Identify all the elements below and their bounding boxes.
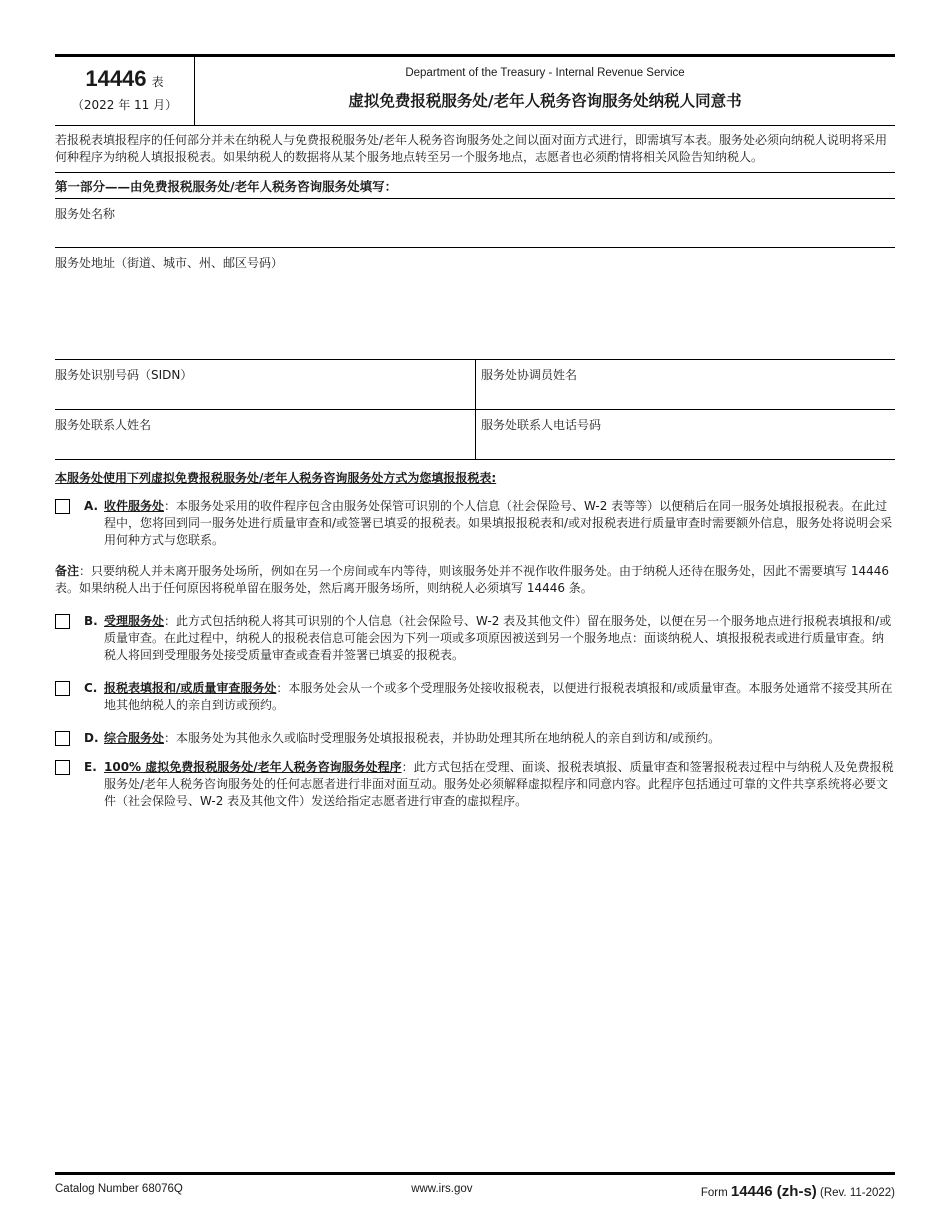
contact-phone-field[interactable] [475, 410, 895, 459]
option-d-label: 综合服务处 [104, 731, 165, 745]
option-b-checkbox[interactable] [55, 614, 70, 629]
catalog-number: Catalog Number 68076Q [55, 1183, 183, 1195]
coordinator-field[interactable] [475, 360, 895, 409]
option-a-checkbox[interactable] [55, 499, 70, 514]
option-a-label: 收件服务处 [104, 499, 165, 513]
department-name: Department of the Treasury - Internal Revenue Service [405, 67, 685, 79]
option-d-text: ：本服务处为其他永久或临时受理服务处填报报税表，并协助处理其所在地纳税人的亲自到访和/或预约。 [164, 731, 721, 745]
option-e-letter: E. [84, 760, 97, 774]
contact-phone-label: 服务处联系人电话号码 [481, 418, 602, 432]
form-id-box [55, 57, 195, 125]
note-label: 备注 [55, 564, 80, 578]
form-title: 虚拟免费报税服务处/老年人税务咨询服务处纳税人同意书 [348, 92, 742, 110]
option-b-label: 受理服务处 [104, 614, 165, 628]
form-date: （2022 年 11 月） [71, 98, 178, 112]
methods-title: 本服务处使用下列虚拟免费报税服务处/老年人税务咨询服务处方式为您填报报税表: [55, 471, 497, 485]
sidn-field[interactable] [55, 360, 475, 409]
option-c [55, 680, 895, 714]
site-address-label: 服务处地址（街道、城市、州、邮区号码） [55, 256, 284, 270]
option-d-letter: D. [84, 731, 99, 745]
form-page [55, 54, 895, 810]
option-b-letter: B. [84, 614, 98, 628]
contact-name-field[interactable] [55, 410, 475, 459]
contact-row [55, 410, 895, 460]
irs-website: www.irs.gov [411, 1183, 473, 1195]
option-c-description [104, 680, 895, 714]
option-e [55, 759, 895, 810]
option-e-label: 100% 虚拟免费报税服务处/老年人税务咨询服务处程序 [104, 760, 402, 774]
site-name-field[interactable] [55, 199, 895, 248]
option-a-letter: A. [84, 499, 99, 513]
note-text: ：只要纳税人并未离开服务处场所，例如在另一个房间或车内等待，则该服务处并不视作收件服务处。由于纳税人还待在服务处，因此不需要填写 14446 表。如果纳税人出于任何原因将税单留在服务处，然后离开服务场所，则纳税人必须填写 14446 条。 [55, 564, 890, 595]
intro-text: 若报税表填报程序的任何部分并未在纳税人与免费报税服务处/老年人税务咨询服务处之间以面对面方式进行，即需填写本表。服务处必须向纳税人说明将采用何种程序为纳税人填报报税表。如果纳税人的数据将从某个服务地点转至另一个服务地点，志愿者也必须酌情将相关风险告知纳税人。 [55, 126, 895, 173]
note [55, 563, 895, 597]
option-d [55, 730, 895, 747]
option-a [55, 498, 895, 549]
form-number: 14446 [85, 66, 147, 91]
footer-form-id [701, 1183, 895, 1200]
form-number-suffix: 表 [151, 75, 164, 89]
option-a-description [104, 498, 895, 549]
option-e-checkbox[interactable] [55, 760, 70, 775]
option-c-checkbox[interactable] [55, 681, 70, 696]
option-b-description [104, 613, 895, 664]
option-a-text: ：本服务处采用的收件程序包含由服务处保管可识别的个人信息（社会保险号、W-2 表等等）以便稍后在同一服务处填报报税表。在此过程中，您将回到同一服务处进行质量审查和/或签署已填妥的报税表。如果填报报税表和/或对报税表进行质量审查时需要额外信息，服务处将说明会采用何种方式与您联系。 [104, 499, 893, 547]
option-c-label: 报税表填报和/或质量审查服务处 [104, 681, 277, 695]
option-e-description [104, 759, 895, 810]
footer-revision: (Rev. 11-2022) [820, 1187, 895, 1199]
option-e-text: ：此方式包括在受理、面谈、报税表填报、质量审查和签署报税表过程中与纳税人及免费报税服务处/老年人税务咨询服务处的任何志愿者进行非面对面互动。服务处必须解释虚拟程序和同意内容。此程序包括通过可靠的文件共享系统将必要文件（社会保险号、W-2 表及其他文件）发送给指定志愿者进行审查的虚拟程序。 [104, 760, 894, 808]
site-name-label: 服务处名称 [55, 207, 116, 221]
part1-title: 第一部分——由免费报税服务处/老年人税务咨询服务处填写： [55, 173, 895, 199]
option-d-checkbox[interactable] [55, 731, 70, 746]
sidn-coordinator-row [55, 360, 895, 410]
contact-name-label: 服务处联系人姓名 [55, 418, 152, 432]
coordinator-label: 服务处协调员姓名 [481, 368, 578, 382]
option-b-text: ：此方式包括纳税人将其可识别的个人信息（社会保险号、W-2 表及其他文件）留在服务处，以便在另一个服务地点进行报税表填报和/或质量审查。在此过程中，纳税人的报税表信息可能会因为下列一项或多项原因被送到另一个服务地点：面谈纳税人、填报报税表或进行质量审查。纳税人将回到受理服务处接受质量审查或查看并签署已填妥的报税表。 [104, 614, 892, 662]
option-c-text: ：本服务处会从一个或多个受理服务处接收报税表，以便进行报税表填报和/或质量审查。本服务处通常不接受其所在地其他纳税人的亲自到访或预约。 [104, 681, 893, 712]
site-address-field[interactable] [55, 248, 895, 360]
footer-form-prefix: Form [700, 1187, 728, 1199]
form-header [55, 54, 895, 126]
form-footer [55, 1172, 895, 1200]
option-d-description [104, 730, 895, 747]
footer-form-number: 14446 (zh-s) [730, 1183, 817, 1200]
sidn-label: 服务处识别号码（SIDN） [55, 368, 193, 382]
option-b [55, 613, 895, 664]
title-area [195, 57, 895, 125]
option-c-letter: C. [84, 681, 98, 695]
